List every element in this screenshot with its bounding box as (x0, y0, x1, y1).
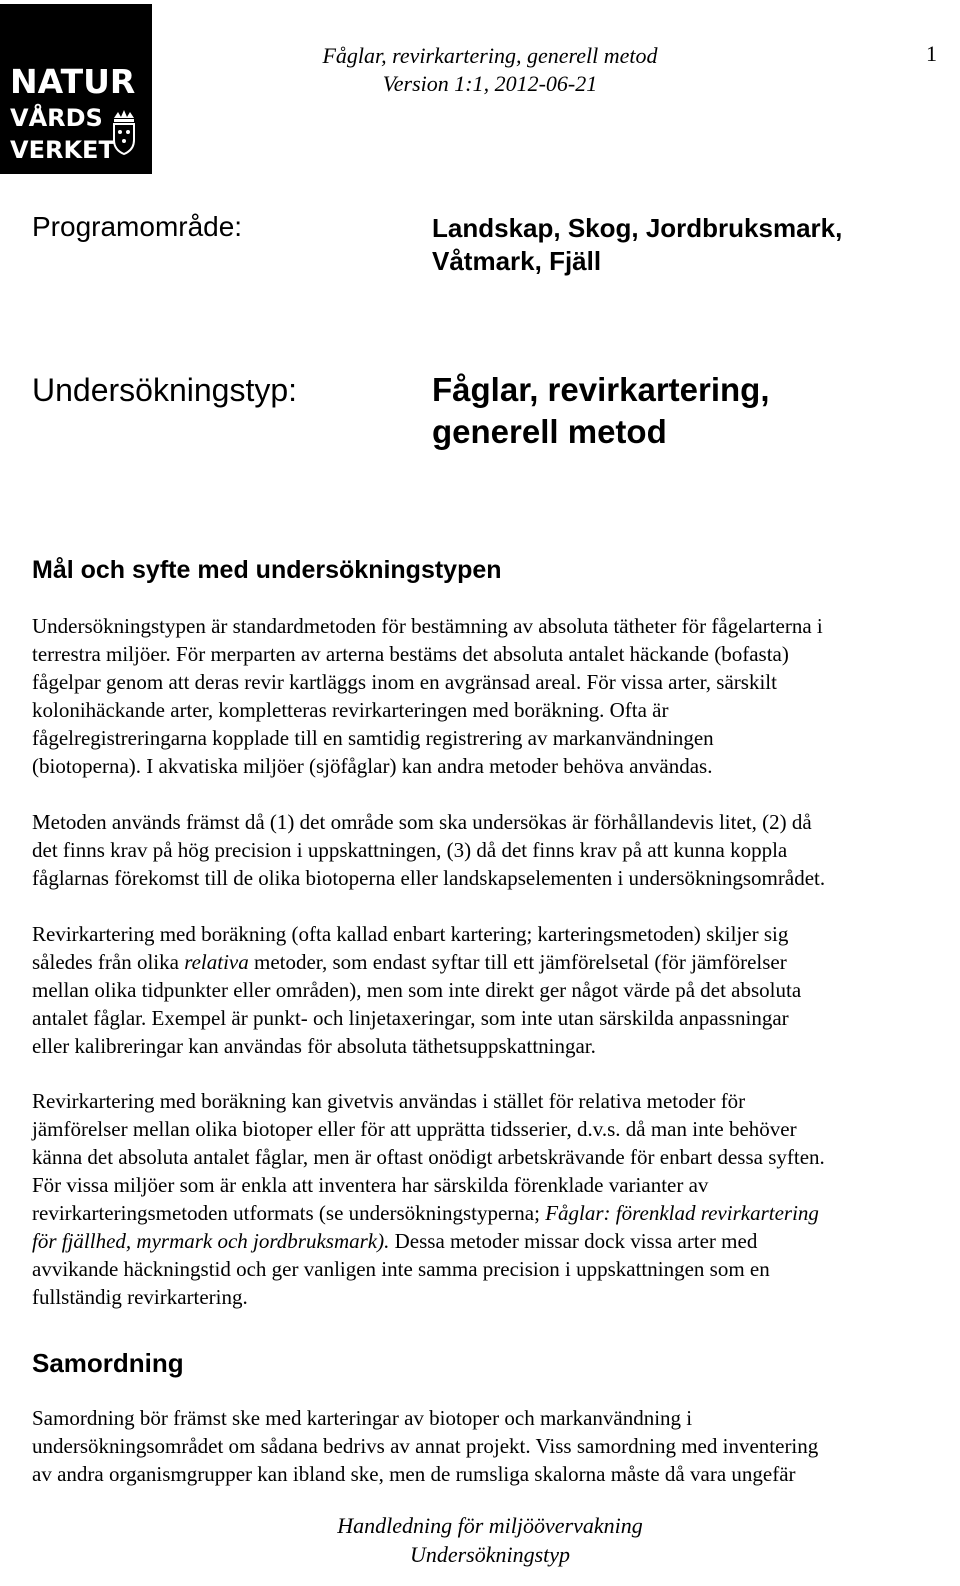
text-line: avvikande häckningstid och ger vanligen inte samma precision i uppskattningen som en (32, 1257, 770, 1281)
footer-line2: Undersökningstyp (409, 1542, 571, 1567)
paragraph-aims-2 (32, 808, 952, 892)
naturvardsverket-logo (0, 4, 152, 174)
text-line: Undersökningstypen är standardmetoden för bestämning av absoluta tätheter för fågelarterna i (32, 614, 823, 638)
footer-line1: Handledning för miljöövervakning (337, 1513, 643, 1538)
header-version: Version 1:1, 2012-06-21 (382, 71, 598, 96)
text-line: För vissa miljöer som är enkla att inventera har särskilda förenklade varianter av (32, 1173, 709, 1197)
text-line: antalet fåglar. Exempel är punkt- och linjetaxeringar, som inte utan särskilda anpassningar (32, 1006, 789, 1030)
text-line: jämförelser mellan olika biotoper eller för att upprätta tidsserier, d.v.s. då man inte behöver (32, 1117, 797, 1141)
text-line (32, 948, 952, 976)
survey-type-label: Undersökningstyp: (32, 372, 298, 408)
text-line: fåglarnas förekomst till de olika biotoperna eller landskapselementen i undersökningsområdet. (32, 866, 826, 890)
paragraph-coordination-1 (32, 1404, 952, 1488)
text-line: terrestra miljöer. För merparten av arterna bestäms det absoluta antalet häckande (bofasta) (32, 642, 789, 666)
survey-type-value (432, 369, 932, 453)
logo-text-line2: VÅRDS (10, 104, 103, 132)
text-line: undersökningsområdet om sådana bedrivs av annat projekt. Viss samordning med inventering (32, 1434, 819, 1458)
header-title: Fåglar, revirkartering, generell metod (322, 43, 658, 68)
text-line: eller kalibreringar kan användas för absoluta täthetsuppskattningar. (32, 1034, 596, 1058)
survey-type-value-line: Fåglar, revirkartering, (432, 371, 770, 408)
crown-crest-icon (110, 108, 138, 156)
text-run: således från olika (32, 950, 185, 974)
text-line (32, 1227, 952, 1255)
text-line: kolonihäckande arter, kompletteras revirkarteringen med boräkning. Ofta är (32, 698, 669, 722)
italic-reference: för fjällhed, myrmark och jordbruksmark). (32, 1229, 390, 1253)
logo-text-line1: NATUR (10, 62, 136, 101)
section-heading-aims: Mål och syfte med undersökningstypen (32, 556, 502, 584)
paragraph-aims-1 (32, 612, 952, 780)
text-line: fågelpar genom att deras revir kartläggs inom en avgränsad areal. För vissa arter, särskilt (32, 670, 777, 694)
page-number: 1 (926, 41, 937, 66)
program-area-label: Programområde: (32, 211, 243, 242)
section-heading-coordination: Samordning (32, 1348, 184, 1378)
text-line: (biotoperna). I akvatiska miljöer (sjöfåglar) kan andra metoder behöva användas. (32, 754, 713, 778)
program-area-value-line: Landskap, Skog, Jordbruksmark, (432, 213, 843, 243)
text-line: av andra organismgrupper kan ibland ske, men de rumsliga skalorna måste då vara ungefär (32, 1462, 796, 1486)
text-run: Dessa metoder missar dock vissa arter med (389, 1229, 758, 1253)
text-line: Revirkartering med boräkning kan givetvis användas i stället för relativa metoder för (32, 1089, 746, 1113)
paragraph-aims-4 (32, 1087, 952, 1311)
italic-term: relativa (184, 950, 249, 974)
text-line: Metoden används främst då (1) det område som ska undersökas är förhållandevis litet, (2) då (32, 810, 812, 834)
text-line: Samordning bör främst ske med karteringar av biotoper och markanvändning i (32, 1406, 693, 1430)
text-line: Revirkartering med boräkning (ofta kallad enbart kartering; karteringsmetoden) skiljer sig (32, 922, 789, 946)
survey-type-value-line: generell metod (432, 413, 667, 450)
paragraph-aims-3 (32, 920, 952, 1060)
text-run: revirkarteringsmetoden utformats (se undersökningstyperna; (32, 1201, 546, 1225)
text-run: metoder, som endast syftar till ett jämförelsetal (för jämförelser (248, 950, 787, 974)
text-line: det finns krav på hög precision i uppskattningen, (3) då det finns krav på att kunna koppla (32, 838, 788, 862)
text-line: fullständig revirkartering. (32, 1285, 248, 1309)
text-line: mellan olika tidpunkter eller områden), men som inte direkt ger något värde på det absoluta (32, 978, 802, 1002)
text-line: fågelregistreringarna kopplade till en samtidig registrering av markanvändningen (32, 726, 714, 750)
italic-reference: Fåglar: förenklad revirkartering (545, 1201, 819, 1225)
text-line (32, 1199, 952, 1227)
program-area-value (432, 212, 932, 278)
text-line: känna det absoluta antalet fåglar, men är oftast onödigt arbetskrävande för enbart dessa syften. (32, 1145, 825, 1169)
logo-text-line3: VERKET (10, 136, 115, 164)
program-area-value-line: Våtmark, Fjäll (432, 246, 602, 276)
